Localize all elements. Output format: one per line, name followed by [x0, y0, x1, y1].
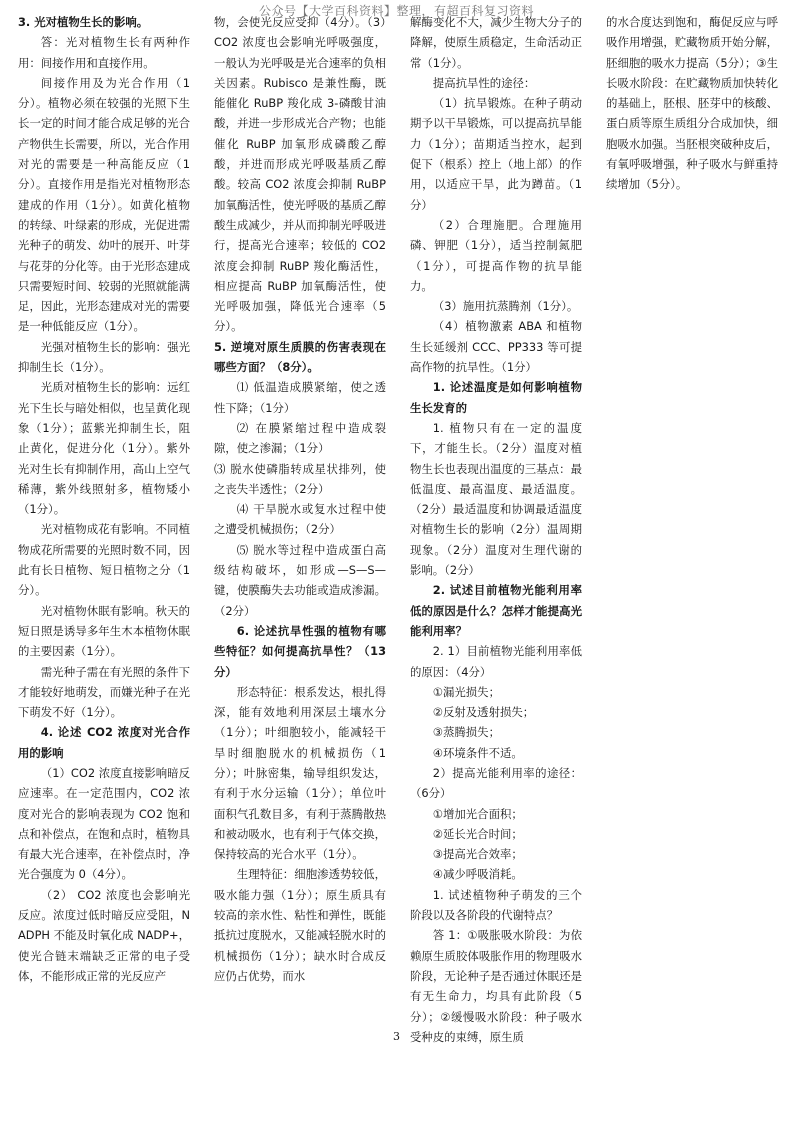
- list-item: ⑸ 脱水等过程中造成蛋白高级结构破坏，如形成—S—S—键，使膜酶失去功能或造成渗漏。（2分）: [214, 542, 386, 618]
- heading-temperature: 1. 论述温度是如何影响植物生长发育的: [410, 380, 582, 415]
- paragraph: 的水合度达到饱和，酶促反应与呼吸作用增强，贮藏物质开始分解，胚细胞的吸水力提高（5分）；③生长吸水阶段：在贮藏物质加快转化的基础上，胚根、胚芽中的核酸、蛋白质等原生质组分合成加快，细胞吸水加强。当胚根突破种皮后，有氧呼吸增强，种子吸水与鲜重持续增加（5分）。: [606, 15, 778, 192]
- paragraph: 答 1：①吸胀吸水阶段：为依赖原生质胶体吸胀作用的物理吸水阶段，无论种子是否通过休眠还是有无生命力，均具有此阶段（5分）；②缓慢吸水阶段：种子吸水受种皮的束缚，原生质: [410, 928, 582, 1044]
- heading-q3: 3. 光对植物生长的影响。: [18, 15, 149, 29]
- paragraph: 光对植物成花有影响。不同植物成花所需要的光照时数不同，因此有长日植物、短日植物之分（1分）。: [18, 522, 190, 598]
- heading-q5: 5. 逆境对原生质膜的伤害表现在哪些方面？（8分）。: [214, 339, 386, 375]
- column-1: [18, 12, 190, 986]
- paragraph: 光质对植物生长的影响：远红光下生长与暗处相似，也呈黄化现象（1分）；蓝紫光抑制生长，阻止黄化，促进分化（1分）。紫外光对生长有抑制作用，高山上空气稀薄，紫外线照射多，植物矮小（1分）。: [18, 380, 190, 517]
- watermark-header: 公众号【大学百科资料】整理，有超百科复习资料: [258, 4, 534, 18]
- paragraph: 解酶变化不大，减少生物大分子的降解，使原生质稳定，生命活动正常（1分）。: [410, 15, 582, 70]
- paragraph: 间接作用及为光合作用（1分）。植物必须在较强的光照下生长一定的时间才能合成足够的光合产物供生长需要，所以，光合作用对光的需要是一种高能反应（1分）。直接作用是指光对植物形态建成的作用（1分）。如黄化植物的转绿、叶绿素的形成，光促进需光种子的萌发、幼叶的展开、叶芽与花芽的分化等。由于光形态建成只需要短时间、较弱的光照就能满足，因此，光形态建成对光的需要是一种低能反应（1分）。: [18, 75, 190, 334]
- paragraph: （4）植物激素 ABA 和植物生长延缓剂 CCC、PP333 等可提高作物的抗旱性。（1分）: [410, 319, 582, 375]
- column-4: [606, 12, 778, 195]
- list-item: ⑴ 低温造成膜紧缩，使之透性下降；（1分）: [214, 380, 386, 415]
- paragraph: 生理特征：细胞渗透势较低，吸水能力强（1分）；原生质具有较高的亲水性、粘性和弹性，既能抵抗过度脱水，又能减轻脱水时的机械损伤（1分）；缺水时合成反应仍占优势，而水: [214, 867, 386, 983]
- heading-q6: 6. 论述抗旱性强的植物有哪些特征？如何提高抗旱性？（13分）: [214, 623, 386, 679]
- list-item: ⑷ 干旱脱水或复水过程中使之遭受机械损伤；（2分）: [214, 502, 386, 537]
- paragraph: （3）施用抗蒸腾剂（1分）。: [432, 299, 579, 314]
- heading-light-use: 2. 试述目前植物光能利用率低的原因是什么？怎样才能提高光能利用率？: [410, 583, 582, 638]
- list-item: ③提高光合效率；: [432, 847, 523, 862]
- paragraph: 2. 1）目前植物光能利用率低的原因：（4分）: [410, 644, 582, 679]
- list-item: ⑶ 脱水使磷脂转成星状排列，使之丧失半透性；（2分）: [214, 461, 386, 496]
- list-item: ④环境条件不适。: [432, 745, 523, 760]
- column-3: [410, 12, 582, 1047]
- paragraph: （2）合理施肥。合理施用磷、钾肥（1分），适当控制氮肥（1分），可提高作物的抗旱能力。: [410, 217, 582, 293]
- list-item: ④减少呼吸消耗。: [432, 867, 523, 882]
- paragraph: 光对植物休眠有影响。秋天的短日照是诱导多年生木本植物休眠的主要因素（1分）。: [18, 603, 190, 659]
- paragraph: （1）抗旱锻炼。在种子萌动期予以干旱锻炼，可以提高抗旱能力（1分）；苗期适当控水，起到促下（根系）控上（地上部）的作用，以适应干旱，此为蹲苗。（1分）: [410, 96, 582, 212]
- paragraph: 需光种子需在有光照的条件下才能较好地萌发，而嫌光种子在光下萌发不好（1分）。: [18, 664, 190, 720]
- paragraph: 2）提高光能利用率的途径：（6分）: [410, 765, 582, 801]
- paragraph: 光强对植物生长的影响：强光抑制生长（1分）。: [18, 339, 190, 375]
- paragraph: （1）CO2 浓度直接影响暗反应速率。在一定范围内，CO2 浓度对光合的影响表现为 CO2 饱和点和补偿点，在饱和点时，植物具有最大光合速率，在补偿点时，净光合强度为 0（4分）。: [18, 765, 190, 882]
- list-item: ③蒸腾损失；: [432, 725, 500, 740]
- paragraph: 形态特征：根系发达，根扎得深，能有效地利用深层土壤水分（1分）；叶细胞较小，能减轻干旱时细胞脱水的机械损伤（1分）；叶脉密集，输导组织发达，有利于水分运输（1分）；单位叶面积气孔数目多，有利于蒸腾散热和被动吸水，也有利于气体交换，保持较高的光合水平（1分）。: [214, 684, 386, 862]
- list-item: ①漏光损失；: [432, 684, 500, 699]
- paragraph: 物，会使光反应受抑（4分）。（3）CO2 浓度也会影响光呼吸强度，一般认为光呼吸是光合速率的负相关因素。Rubisco 是兼性酶，既能催化 RuBP 羧化成 3-磷酸甘油酸，并进一步形成光合产物；也能催化 RuBP 加氧形成磷酸乙醇酸，并进而形成光呼吸基质乙醇酸。较高 CO2 浓度会抑制 RuBP 加氧酶活性，使光呼吸的基质乙醇酸生成减少，并从而抑制光呼吸进行，提高光合速率；较低的 CO2 浓度会抑制 RuBP 羧化酶活性，相应提高 RuBP 加氧酶活性，使光呼吸加强，降低光合速率（5分）。: [214, 15, 386, 334]
- list-item: ⑵ 在膜紧缩过程中造成裂隙，使之渗漏；（1分）: [214, 420, 386, 456]
- heading-q4: 4. 论述 CO2 浓度对光合作用的影响: [18, 725, 190, 760]
- paragraph: 提高抗旱性的途径：: [432, 75, 536, 90]
- paragraph: 答：光对植物生长有两种作用：间接作用和直接作用。: [18, 35, 190, 70]
- list-item: ②延长光合时间；: [432, 826, 523, 841]
- heading-germination: 1. 试述植物种子萌发的三个阶段以及各阶段的代谢特点？: [410, 887, 582, 923]
- column-2: [214, 12, 386, 986]
- paragraph: （2） CO2 浓度也会影响光反应。浓度过低时暗反应受阻，NADPH 不能及时氧化成 NADP+，使光合链末端缺乏正常的电子受体，不能形成正常的光反应产: [18, 887, 190, 983]
- page-number: 3: [393, 1030, 400, 1043]
- list-item: ①增加光合面积；: [432, 806, 523, 821]
- list-item: ②反射及透射损失；: [432, 705, 535, 720]
- paragraph: 1. 植物只有在一定的温度下，才能生长。（2分）温度对植物生长也表现出温度的三基点：最低温度、最高温度、最适温度。（2分）最适温度和协调最适温度对植物生长的影响（2分）温周期现象。（2分）温度对生理代谢的影响。（2分）: [410, 420, 582, 578]
